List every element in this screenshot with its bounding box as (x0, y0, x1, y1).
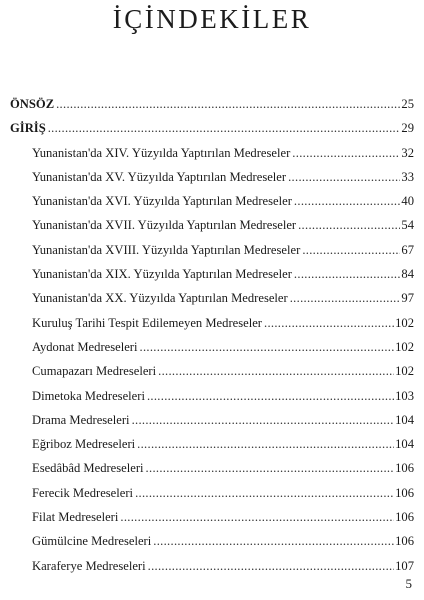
toc-entry-label: ÖNSÖZ (10, 97, 55, 111)
dot-leader (294, 262, 400, 286)
toc-entry-label: Yunanistan'da XVIII. Yüzyılda Yaptırılan Medreseler (32, 242, 301, 257)
toc-entry-page: 107 (395, 558, 414, 573)
toc-entry[interactable] (10, 189, 414, 213)
toc-entry-page: 104 (395, 437, 414, 452)
page-number: 5 (405, 576, 412, 591)
toc-entry[interactable] (10, 529, 414, 553)
toc-entry[interactable] (10, 116, 414, 140)
toc-entry[interactable] (10, 286, 414, 310)
toc-entry-page: 25 (401, 97, 414, 111)
dot-leader (264, 311, 394, 335)
toc-entry-page: 40 (401, 194, 414, 209)
toc-entry-page: 97 (401, 291, 414, 306)
dot-leader (294, 189, 400, 213)
dot-leader (288, 165, 400, 189)
toc-entry-label: Yunanistan'da XVII. Yüzyılda Yaptırılan Medreseler (32, 218, 297, 233)
toc-entry-page: 106 (395, 461, 414, 476)
toc-entry-label: Aydonat Medreseleri (32, 339, 138, 354)
toc-entry-label: Ferecik Medreseleri (32, 485, 134, 500)
toc-entry[interactable] (10, 238, 414, 262)
dot-leader (158, 359, 394, 383)
toc-entry[interactable] (10, 141, 414, 165)
toc-entry[interactable] (10, 554, 414, 578)
toc-entry[interactable] (10, 311, 414, 335)
toc-entry-label: Cumapazarı Medreseleri (32, 364, 157, 379)
toc-entry-label: GİRİŞ (10, 121, 46, 136)
dot-leader (148, 554, 394, 578)
toc-entry-page: 67 (401, 242, 414, 257)
dot-leader (140, 335, 395, 359)
toc-entry-label: Yunanistan'da XIX. Yüzyılda Yaptırılan Medreseler (32, 267, 292, 282)
toc-entry-page: 106 (395, 485, 414, 500)
toc-entry-page: 102 (395, 364, 414, 379)
toc-entry-label: Yunanistan'da XV. Yüzyılda Yaptırılan Medreseler (32, 169, 287, 184)
toc-entry-label: Yunanistan'da XIV. Yüzyılda Yaptırılan Medreseler (32, 145, 291, 160)
toc-entry-page: 106 (395, 534, 414, 549)
dot-leader (56, 92, 400, 116)
toc-entry[interactable] (10, 456, 414, 480)
toc-entry[interactable] (10, 335, 414, 359)
toc-entry[interactable] (10, 384, 414, 408)
toc-entry-label: Kuruluş Tarihi Tespit Edilemeyen Medreseler (32, 315, 262, 330)
dot-leader (290, 286, 401, 310)
toc-entry-label: Esedâbâd Medreseleri (32, 461, 144, 476)
toc-entry-page: 84 (401, 267, 414, 282)
toc-entry-label: Drama Medreseleri (32, 412, 130, 427)
dot-leader (292, 141, 400, 165)
dot-leader (298, 213, 400, 237)
table-of-contents (10, 92, 414, 578)
toc-entry-page: 32 (401, 145, 414, 160)
dot-leader (120, 505, 394, 529)
toc-entry[interactable] (10, 359, 414, 383)
dot-leader (147, 384, 394, 408)
page-title: İÇİNDEKİLER (112, 4, 312, 34)
toc-entry-label: Yunanistan'da XX. Yüzyılda Yaptırılan Medreseler (32, 291, 288, 306)
toc-entry[interactable] (10, 92, 414, 116)
toc-entry[interactable] (10, 505, 414, 529)
toc-entry[interactable] (10, 481, 414, 505)
dot-leader (137, 432, 394, 456)
toc-entry-page: 104 (395, 412, 414, 427)
toc-entry-page: 54 (401, 218, 414, 233)
toc-entry-page: 29 (401, 121, 414, 136)
dot-leader (132, 408, 395, 432)
toc-entry-page: 103 (395, 388, 414, 403)
toc-entry[interactable] (10, 165, 414, 189)
toc-entry-page: 102 (395, 339, 414, 354)
dot-leader (153, 529, 394, 553)
dot-leader (48, 116, 401, 140)
toc-entry-label: Eğriboz Medreseleri (32, 437, 136, 452)
toc-entry[interactable] (10, 432, 414, 456)
toc-entry-label: Dimetoka Medreseleri (32, 388, 145, 403)
toc-entry[interactable] (10, 262, 414, 286)
toc-entry-label: Gümülcine Medreseleri (32, 534, 152, 549)
dot-leader (146, 456, 395, 480)
dot-leader (302, 238, 400, 262)
toc-entry-label: Karaferye Medreseleri (32, 558, 146, 573)
dot-leader (135, 481, 394, 505)
toc-entry-label: Filat Medreseleri (32, 510, 119, 525)
toc-entry[interactable] (10, 408, 414, 432)
toc-entry-page: 102 (395, 315, 414, 330)
toc-entry[interactable] (10, 213, 414, 237)
toc-entry-label: Yunanistan'da XVI. Yüzyılda Yaptırılan Medreseler (32, 194, 292, 209)
toc-entry-page: 33 (401, 169, 414, 184)
toc-entry-page: 106 (395, 510, 414, 525)
